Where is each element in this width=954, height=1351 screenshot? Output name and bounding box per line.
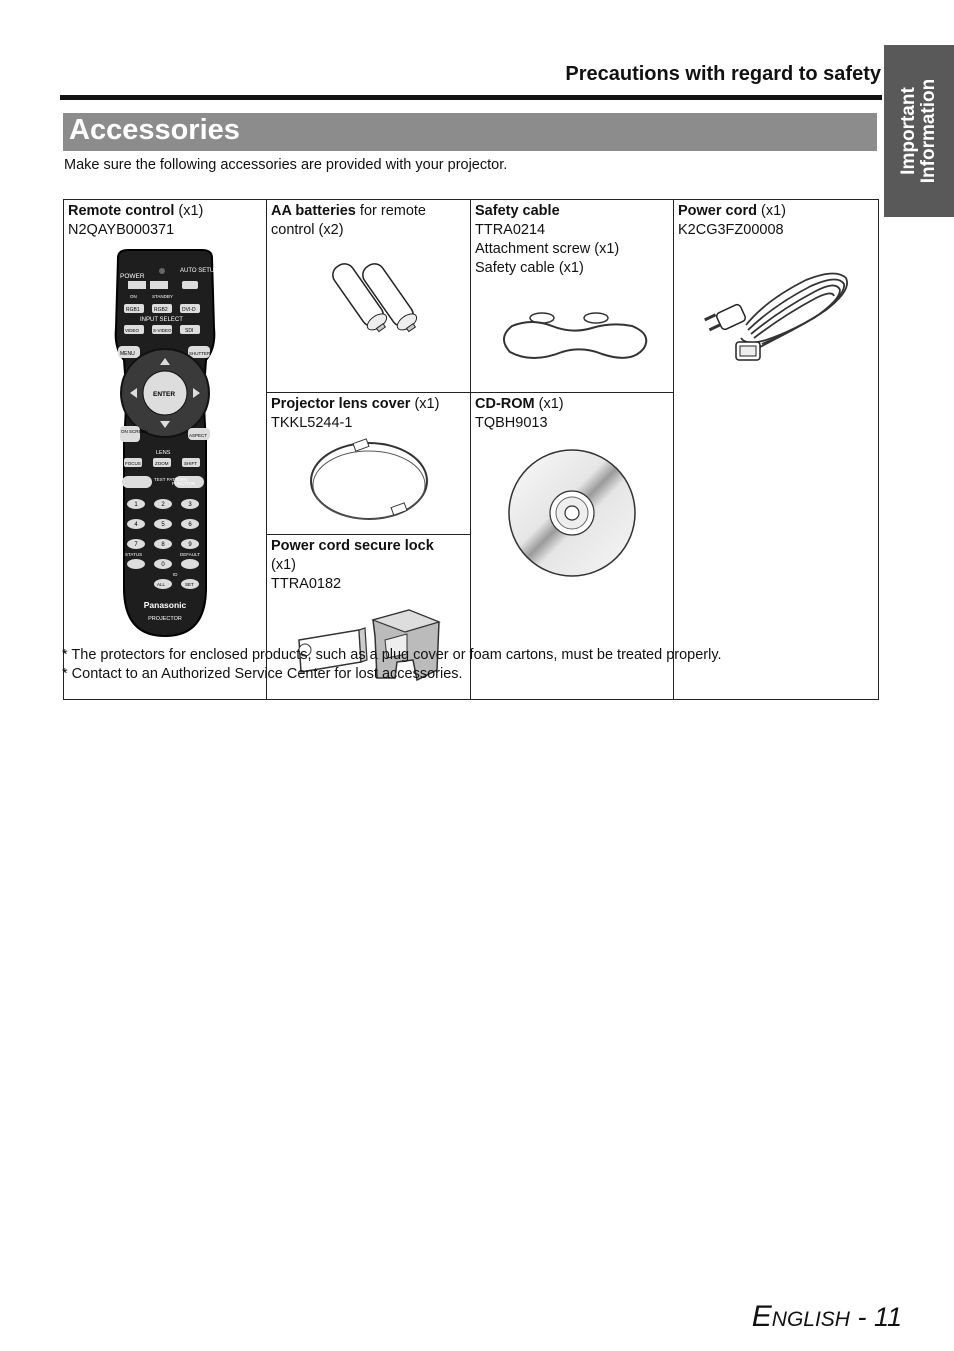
accessories-table [63,199,879,700]
remote-qty: (x1) [174,203,204,219]
side-tab-line1: Important [898,87,919,175]
remote-label-projector: PROJECTOR [148,616,182,622]
section-bar [63,113,877,151]
remote-label-zoom: ZOOM [155,461,169,466]
remote-brand: Panasonic [143,600,187,610]
secure-lock-code: TTRA0182 [271,576,342,592]
remote-label-shutter: SHUTTER [189,351,211,356]
remote-code: N2QAYB000371 [68,222,175,238]
footnote-2: * Contact to an Authorized Service Center for lost accessories. [62,666,463,682]
cdrom-name: CD-ROM [475,396,535,412]
remote-label-id: ID [173,572,178,577]
power-cord-name: Power cord [678,203,757,219]
remote-key-2: 2 [161,502,165,508]
remote-label-standby: STANDBY [152,294,173,299]
lens-cover-image [304,433,434,525]
remote-key-3: 3 [188,502,192,508]
remote-label-lens: LENS [156,450,171,456]
cell-remote-control [64,200,267,700]
remote-label-sdi: SDI [185,328,194,334]
remote-label-auto-setup: AUTO SETUP [180,268,219,274]
safety-cable-code: TTRA0214 [475,222,546,238]
lens-cover-qty: (x1) [410,396,440,412]
remote-key-8: 8 [161,542,165,548]
remote-label-on-screen: ON SCREEN [121,429,148,434]
aa-batteries-image [304,244,434,334]
cell-lens-cover [267,393,471,535]
cd-rom-image [504,445,640,581]
remote-label-test-pattern: TEST PATTERN [154,477,188,482]
cell-power-cord [674,200,879,700]
safety-cable-image [492,308,652,368]
remote-key-4: 4 [134,522,138,528]
side-tab-label [899,79,939,184]
cdrom-code: TQBH9013 [475,415,548,431]
side-tab-line2: Information [918,78,939,184]
section-title: Accessories [69,114,240,146]
remote-key-0: 0 [161,562,165,568]
remote-label-rgb1: RGB1 [126,307,140,313]
footnote-1: * The protectors for enclosed products, such as a plug cover or foam cartons, must be treated properly. [62,647,722,663]
safety-cable-name: Safety cable [475,203,560,219]
cdrom-qty: (x1) [534,396,564,412]
power-cord-image [696,260,856,370]
remote-key-6: 6 [188,522,192,528]
remote-label-all: ALL [157,582,166,587]
remote-label-svideo: S-VIDEO [153,328,172,333]
batteries-name: AA batteries [271,203,356,219]
page-lang-initial: E [751,1300,772,1333]
side-tab [884,45,954,217]
remote-label-video: VIDEO [125,328,140,333]
remote-key-9: 9 [188,542,192,548]
page-lang-rest: NGLISH [771,1308,850,1331]
batteries-qty: for remote control (x2) [271,203,426,238]
remote-control-image [110,248,220,640]
remote-key-5: 5 [161,522,165,528]
remote-label-menu: MENU [120,351,135,357]
secure-lock-qty: (x1) [271,557,296,573]
cell-aa-batteries [267,200,471,393]
remote-label-input-select: INPUT SELECT [140,317,183,323]
remote-key-7: 7 [134,542,138,548]
remote-label-dvid: DVI-D [182,307,196,313]
safety-cable-part1: Attachment screw (x1) [475,241,620,257]
remote-name: Remote control [68,203,175,219]
remote-label-on: ON [130,294,137,299]
secure-lock-name: Power cord secure lock [271,538,434,554]
lens-cover-name: Projector lens cover [271,396,411,412]
remote-label-shift: SHIFT [184,461,197,466]
remote-label-power: POWER [120,273,145,280]
remote-label-function: FUNCTION [172,481,196,486]
remote-label-focus: FOCUS [125,461,141,466]
power-cord-qty: (x1) [756,203,786,219]
remote-label-aspect: ASPECT [189,433,208,438]
cell-safety-cable [471,200,674,393]
header-rule [60,95,882,100]
page-number: - 11 [849,1302,902,1332]
remote-key-1: 1 [134,502,138,508]
power-cord-code: K2CG3FZ00008 [678,222,784,238]
page-footer [752,1300,902,1334]
remote-label-set: SET [185,582,194,587]
intro-text: Make sure the following accessories are provided with your projector. [64,157,508,173]
lens-cover-code: TKKL5244-1 [271,415,353,431]
remote-label-rgb2: RGB2 [154,307,168,313]
remote-label-enter: ENTER [153,391,176,398]
safety-cable-part2: Safety cable (x1) [475,260,584,276]
remote-label-default: DEFAULT [180,552,200,557]
remote-label-status: STATUS [125,552,143,557]
running-header: Precautions with regard to safety [565,63,881,85]
